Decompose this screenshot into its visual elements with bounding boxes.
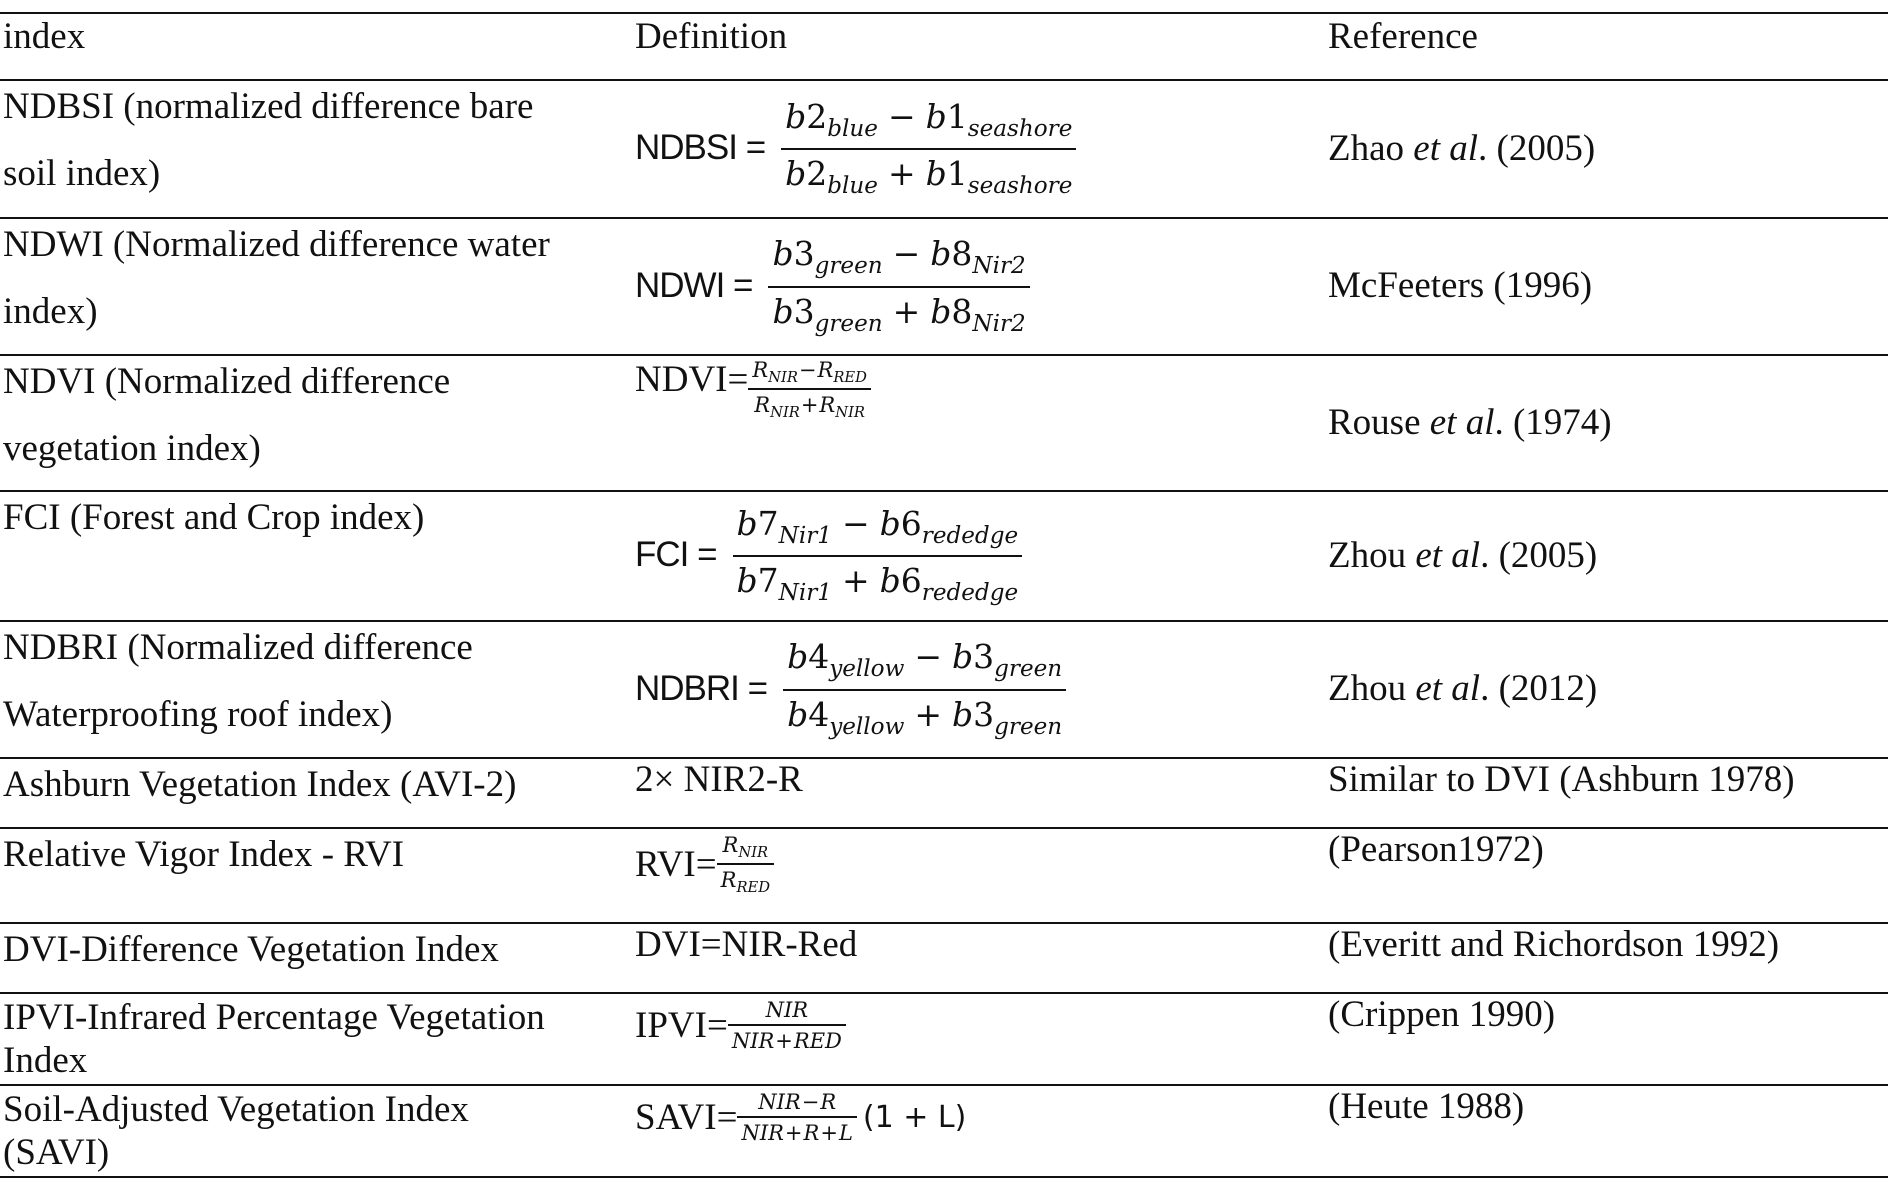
math-term: $b3_{green}$ xyxy=(952,694,1063,740)
table-row xyxy=(0,922,1888,992)
math-operator: + xyxy=(775,1029,793,1053)
math-term: $R_{RED}$ xyxy=(720,868,770,897)
math-subscript: green xyxy=(994,713,1063,740)
definition-formula xyxy=(635,354,1315,494)
numerator xyxy=(762,998,812,1024)
math-digit: 8 xyxy=(951,234,973,274)
reference: Zhou et al. (2012) xyxy=(1328,668,1598,709)
math-digit: 4 xyxy=(808,637,830,677)
index-name: Soil-Adjusted Vegetation Index (SAVI) xyxy=(3,1089,469,1173)
reference: Rouse et al. (1974) xyxy=(1328,401,1612,443)
definition-formula xyxy=(635,490,1315,620)
math-term: $R_{RED}$ xyxy=(817,358,867,387)
math-subscript: RED xyxy=(833,369,867,387)
math-digit: 3 xyxy=(973,637,995,677)
math-term: $b6_{rededge}$ xyxy=(879,503,1019,549)
numerator xyxy=(783,637,1066,688)
math-term: NIR xyxy=(765,998,809,1022)
formula-lhs: NDVI= xyxy=(635,359,749,400)
fraction xyxy=(717,833,774,896)
math-term: $R_{NIR}$ xyxy=(752,358,798,387)
math-subscript: green xyxy=(814,310,883,337)
table-rule xyxy=(0,1176,1888,1178)
definition-formula xyxy=(635,217,1315,354)
formula-lhs: IPVI= xyxy=(635,1005,728,1046)
fraction xyxy=(768,234,1029,336)
reference: (Everitt and Richordson 1992) xyxy=(1328,924,1780,965)
index-name: NDBRI (Normalized difference Waterproofing roof index) xyxy=(3,627,473,735)
formula-lhs: SAVI= xyxy=(635,1097,738,1138)
math-subscript: yellow xyxy=(829,656,905,683)
math-digit: 3 xyxy=(793,291,815,331)
math-term: NIR xyxy=(758,1090,801,1114)
index-name: NDWI (Normalized difference water index) xyxy=(3,224,550,332)
math-operator: − xyxy=(801,1090,820,1114)
math-term: $b2_{blue}$ xyxy=(785,154,878,200)
fraction xyxy=(737,1090,856,1145)
math-term: RED xyxy=(793,1029,842,1053)
math-digit: 1 xyxy=(946,96,968,136)
definition-formula xyxy=(635,1090,1315,1145)
reference-et-al: et al xyxy=(1413,127,1479,169)
denominator xyxy=(733,557,1023,606)
table-row xyxy=(0,217,1888,354)
math-operator: − xyxy=(887,96,916,136)
math-digit: 4 xyxy=(808,694,830,734)
numerator xyxy=(733,504,1023,555)
numerator xyxy=(768,234,1029,285)
math-term: $b3_{green}$ xyxy=(772,234,883,280)
math-operator: − xyxy=(798,358,817,382)
numerator xyxy=(748,358,871,388)
table-row xyxy=(0,757,1888,827)
math-term: NIR xyxy=(741,1121,784,1145)
math-term: $b7_{Nir1}$ xyxy=(736,561,832,607)
math-operator: + xyxy=(887,154,916,193)
reference-et-al: et al xyxy=(1429,401,1495,443)
math-subscript: NIR xyxy=(835,404,865,422)
table-row xyxy=(0,620,1888,757)
math-digit: 7 xyxy=(757,561,779,600)
math-subscript: NIR xyxy=(738,844,769,862)
index-name: NDBSI (normalized difference bare soil index) xyxy=(3,86,534,194)
math-term: R xyxy=(803,1121,820,1145)
math-subscript: NIR xyxy=(770,404,800,422)
math-term: $R_{NIR}$ xyxy=(819,393,865,422)
math-operator: + xyxy=(820,1121,838,1145)
reference: (Heute 1988) xyxy=(1328,1086,1525,1127)
math-term: $b3_{green}$ xyxy=(772,291,883,337)
math-digit: 3 xyxy=(973,694,995,734)
numerator xyxy=(719,833,773,863)
math-operator: − xyxy=(842,503,870,543)
math-subscript: rededge xyxy=(921,580,1019,607)
math-term: R xyxy=(820,1090,837,1114)
denominator xyxy=(737,1118,856,1145)
denominator xyxy=(750,390,869,421)
math-term: $b4_{yellow}$ xyxy=(787,694,905,740)
math-digit: 2 xyxy=(806,154,828,193)
formula-lhs: NDWI = xyxy=(635,265,753,305)
math-subscript: Nir2 xyxy=(972,310,1026,337)
reference: McFeeters (1996) xyxy=(1328,265,1593,306)
fraction xyxy=(728,998,846,1053)
math-subscript: seashore xyxy=(967,173,1073,200)
math-term: $b8_{Nir2}$ xyxy=(930,234,1026,280)
numerator xyxy=(781,97,1076,148)
math-term: $b7_{Nir1}$ xyxy=(736,503,832,549)
index-name: DVI-Difference Vegetation Index xyxy=(3,929,499,970)
formula-suffix: (1 + L) xyxy=(862,1100,967,1135)
denominator xyxy=(728,1026,846,1053)
definition-formula: 2× NIR2-R xyxy=(635,759,803,800)
math-subscript: seashore xyxy=(967,116,1073,142)
header-definition: Definition xyxy=(635,16,788,57)
fraction xyxy=(781,97,1076,199)
definition-formula xyxy=(635,998,1315,1053)
header-index: index xyxy=(3,16,86,57)
math-subscript: Nir1 xyxy=(778,523,832,549)
math-operator: + xyxy=(914,694,942,734)
math-term: $b8_{Nir2}$ xyxy=(930,291,1026,337)
fraction xyxy=(748,358,871,421)
formula-lhs: NDBRI = xyxy=(635,668,768,708)
math-operator: − xyxy=(914,637,942,677)
math-term: $b3_{green}$ xyxy=(952,637,1063,683)
math-term: $b1_{seashore}$ xyxy=(925,96,1073,142)
numerator xyxy=(754,1090,840,1116)
math-operator: + xyxy=(784,1121,803,1145)
formula-lhs: NDBSI = xyxy=(635,128,766,167)
math-digit: 6 xyxy=(900,561,922,600)
index-name: NDVI (Normalized difference vegetation index) xyxy=(3,361,451,469)
math-operator: + xyxy=(842,561,870,600)
math-subscript: blue xyxy=(827,116,878,142)
definition-formula xyxy=(635,833,1315,896)
math-digit: 2 xyxy=(806,96,828,136)
denominator xyxy=(768,288,1029,337)
math-term: NIR xyxy=(731,1029,775,1053)
math-operator: + xyxy=(892,291,921,331)
math-digit: 1 xyxy=(946,154,968,193)
table-row xyxy=(0,490,1888,620)
math-operator: + xyxy=(800,393,819,418)
math-subscript: rededge xyxy=(921,523,1019,549)
math-term: $b1_{seashore}$ xyxy=(925,154,1073,200)
definition-formula xyxy=(635,79,1315,217)
fraction xyxy=(783,637,1066,739)
math-digit: 8 xyxy=(951,291,973,331)
index-name: IPVI-Infrared Percentage Vegetation Index xyxy=(3,997,545,1081)
formula-lhs: FCI = xyxy=(635,535,717,574)
table-row xyxy=(0,354,1888,490)
denominator xyxy=(781,150,1076,199)
math-term: $b6_{rededge}$ xyxy=(879,561,1019,607)
reference-et-al: et al xyxy=(1415,668,1481,709)
index-name: Ashburn Vegetation Index (AVI-2) xyxy=(3,764,517,805)
table-row xyxy=(0,827,1888,922)
math-subscript: green xyxy=(814,253,883,280)
index-name: Relative Vigor Index - RVI xyxy=(3,834,405,875)
reference: Similar to DVI (Ashburn 1978) xyxy=(1328,759,1795,800)
table-row xyxy=(0,992,1888,1084)
definition-formula xyxy=(635,620,1315,757)
math-term: L xyxy=(838,1121,853,1145)
math-term: $R_{NIR}$ xyxy=(754,393,800,422)
math-subscript: yellow xyxy=(829,713,905,740)
reference: (Pearson1972) xyxy=(1328,829,1544,870)
reference: Zhou et al. (2005) xyxy=(1328,534,1598,576)
index-name: FCI (Forest and Crop index) xyxy=(3,497,425,538)
reference-et-al: et al xyxy=(1415,534,1481,576)
math-subscript: NIR xyxy=(768,369,798,387)
math-term: $b4_{yellow}$ xyxy=(787,637,905,683)
table-row xyxy=(0,1084,1888,1176)
denominator xyxy=(717,865,774,896)
reference: Zhao et al. (2005) xyxy=(1328,127,1596,169)
math-subscript: RED xyxy=(736,879,770,897)
header-reference: Reference xyxy=(1328,16,1478,57)
math-digit: 3 xyxy=(793,234,815,274)
formula-lhs: RVI= xyxy=(635,844,717,886)
definition-formula: DVI=NIR-Red xyxy=(635,924,858,965)
reference: (Crippen 1990) xyxy=(1328,994,1556,1035)
table-row xyxy=(0,79,1888,217)
denominator xyxy=(783,691,1066,740)
table-rule xyxy=(0,12,1888,14)
math-subscript: Nir2 xyxy=(972,253,1026,280)
math-subscript: blue xyxy=(827,173,878,200)
math-term: $b2_{blue}$ xyxy=(785,96,878,142)
header-row xyxy=(0,12,1888,79)
math-operator: − xyxy=(892,234,921,274)
math-term: $R_{NIR}$ xyxy=(722,833,769,862)
math-subscript: green xyxy=(994,656,1063,683)
math-digit: 6 xyxy=(900,503,922,543)
math-digit: 7 xyxy=(757,503,779,543)
fraction xyxy=(733,504,1023,606)
math-subscript: Nir1 xyxy=(778,580,832,607)
